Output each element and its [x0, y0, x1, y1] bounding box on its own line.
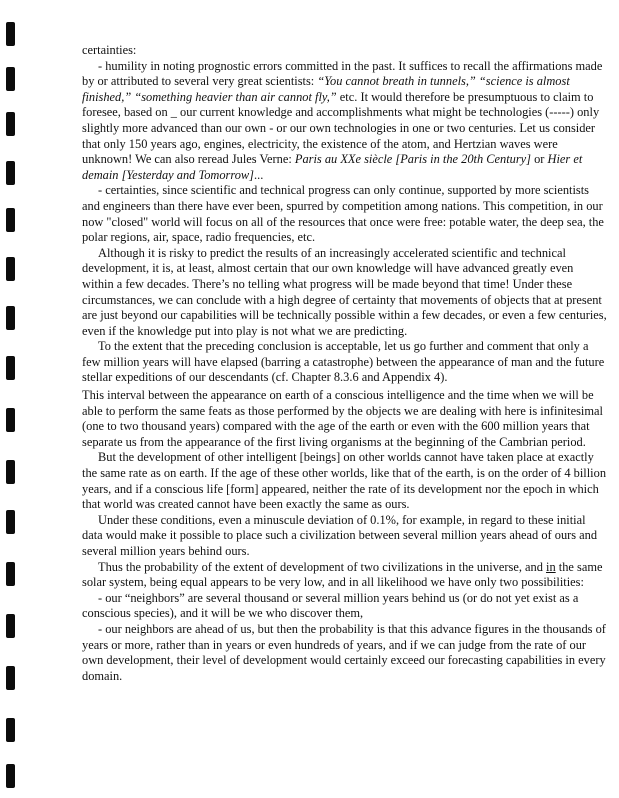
- punch-hole: [6, 460, 15, 484]
- text-run: - certainties, since scientific and technical progress can only continue, supported by more scientists and engineers than there have ever been, spurred by competition among nations. This competition, in our now "closed" world will focus on all of the resources that once were free: potable water, the deep sea, the polar regions, air, space, radio frequencies, etc.: [82, 183, 604, 245]
- punch-hole: [6, 22, 15, 46]
- punch-hole: [6, 112, 15, 136]
- text-run: Hier et demain [Yesterday and Tomorrow]: [82, 152, 583, 182]
- punch-hole: [6, 356, 15, 380]
- paragraph-p10: [82, 622, 608, 684]
- paragraph-p6: [82, 450, 608, 512]
- document-body: [82, 43, 608, 684]
- punch-hole: [6, 510, 15, 534]
- text-run: or: [531, 152, 548, 167]
- text-run: Although it is risky to predict the results of an increasingly accelerated scientific and technical development, it is, at least, almost certain that our own knowledge will have advanced greatly even within a few decades. There’s no telling what progress will be made beyond that time! Under these circumstances, we can conclude with a high degree of certainty that movements of objects that at present are just beyond our capabilities will be technically possible within a few decades, or even a few centuries, even if the knowledge put into play is not what we are predicting.: [82, 245, 607, 338]
- punch-hole: [6, 718, 15, 742]
- punch-hole: [6, 208, 15, 232]
- paragraph-p7: [82, 513, 608, 560]
- text-run: To the extent that the preceding conclusion is acceptable, let us go further and comment that only a few million years will have elapsed (barring a catastrophe) between the appearance of man and the future stellar expeditions of our descendants (cf. Chapter 8.3.6 and Appendix 4).: [82, 339, 605, 385]
- punch-hole: [6, 614, 15, 638]
- punch-hole: [6, 67, 15, 91]
- text-run: Paris au XXe siècle [Paris in the 20th Century]: [294, 152, 531, 167]
- paragraph-p0: [82, 43, 608, 59]
- paragraph-p2: [82, 183, 608, 245]
- text-run: etc. It would therefore be presumptuous to claim to foresee, based on _ our current knowledge and accomplishments what might be technologies (-----) only slightly more advanced than our own - or our own technologies in one or two centuries. Let us consider that only 150 years ago, engines, electricity, the existence of the atom, and Hertzian waves were unknown! We can also reread Jules Verne:: [82, 89, 600, 167]
- paragraph-p8: [82, 560, 608, 591]
- paragraph-p5: [82, 388, 608, 450]
- text-run: - humility in noting prognostic errors committed in the past. It suffices to recall the affirmations made by or attributed to several very great scientists:: [82, 58, 603, 89]
- text-run: - our “neighbors” are several thousand or several million years behind us (or do not yet exist as a conscious species), and it will be we who discover them,: [82, 590, 579, 621]
- punch-hole: [6, 666, 15, 690]
- text-run: But the development of other intelligent [beings] on other worlds cannot have taken place at exactly the same rate as on earth. If the age of these other worlds, like that of the earth, is on the order of 4 billion years, and if a conscious life [form] appeared, neither the rate of its development nor the epoch in which that world was created cannot have been exactly the same as ours.: [82, 450, 607, 512]
- text-run: certainties:: [82, 43, 137, 57]
- punch-hole: [6, 764, 15, 788]
- text-run: “You cannot breath in tunnels,” “science is almost finished,” “something heavier than air cannot fly,”: [82, 74, 570, 104]
- paragraph-p1: [82, 59, 608, 184]
- text-run: in: [546, 559, 556, 574]
- paragraph-p3: [82, 246, 608, 340]
- text-run: Thus the probability of the extent of development of two civilizations in the universe, and: [98, 559, 547, 574]
- text-run: the same solar system, being equal appears to be very low, and in all likelihood we have only two possibilities:: [82, 559, 603, 590]
- punch-hole: [6, 562, 15, 586]
- text-run: - our neighbors are ahead of us, but then the probability is that this advance figures in the thousands of years or more, rather than in years or even hundreds of years, and if we can judge from the rate of our own development, their level of development would certainly exceed our forecasting capabilities in every domain.: [82, 621, 606, 683]
- punch-hole: [6, 257, 15, 281]
- punch-hole: [6, 161, 15, 185]
- text-run: This interval between the appearance on earth of a conscious intelligence and the time when we will be able to perform the same feats as those performed by the objects we are dealing with here is infinitesimal (one to two thousand years) compared with the age of the earth or even with the 600 million years that separate us from the appearance of the first living organisms at the beginning of the Cambrian period.: [82, 388, 603, 449]
- punch-hole: [6, 408, 15, 432]
- text-run: Under these conditions, even a minuscule deviation of 0.1%, for example, in regard to these initial data would make it possible to place such a civilization between several million years ahead of ours and several million years behind ours.: [82, 512, 598, 558]
- paragraph-p4: [82, 339, 608, 386]
- text-run: ...: [254, 167, 264, 182]
- punch-hole: [6, 306, 15, 330]
- paragraph-p9: [82, 591, 608, 622]
- binder-punch-holes: [0, 0, 18, 798]
